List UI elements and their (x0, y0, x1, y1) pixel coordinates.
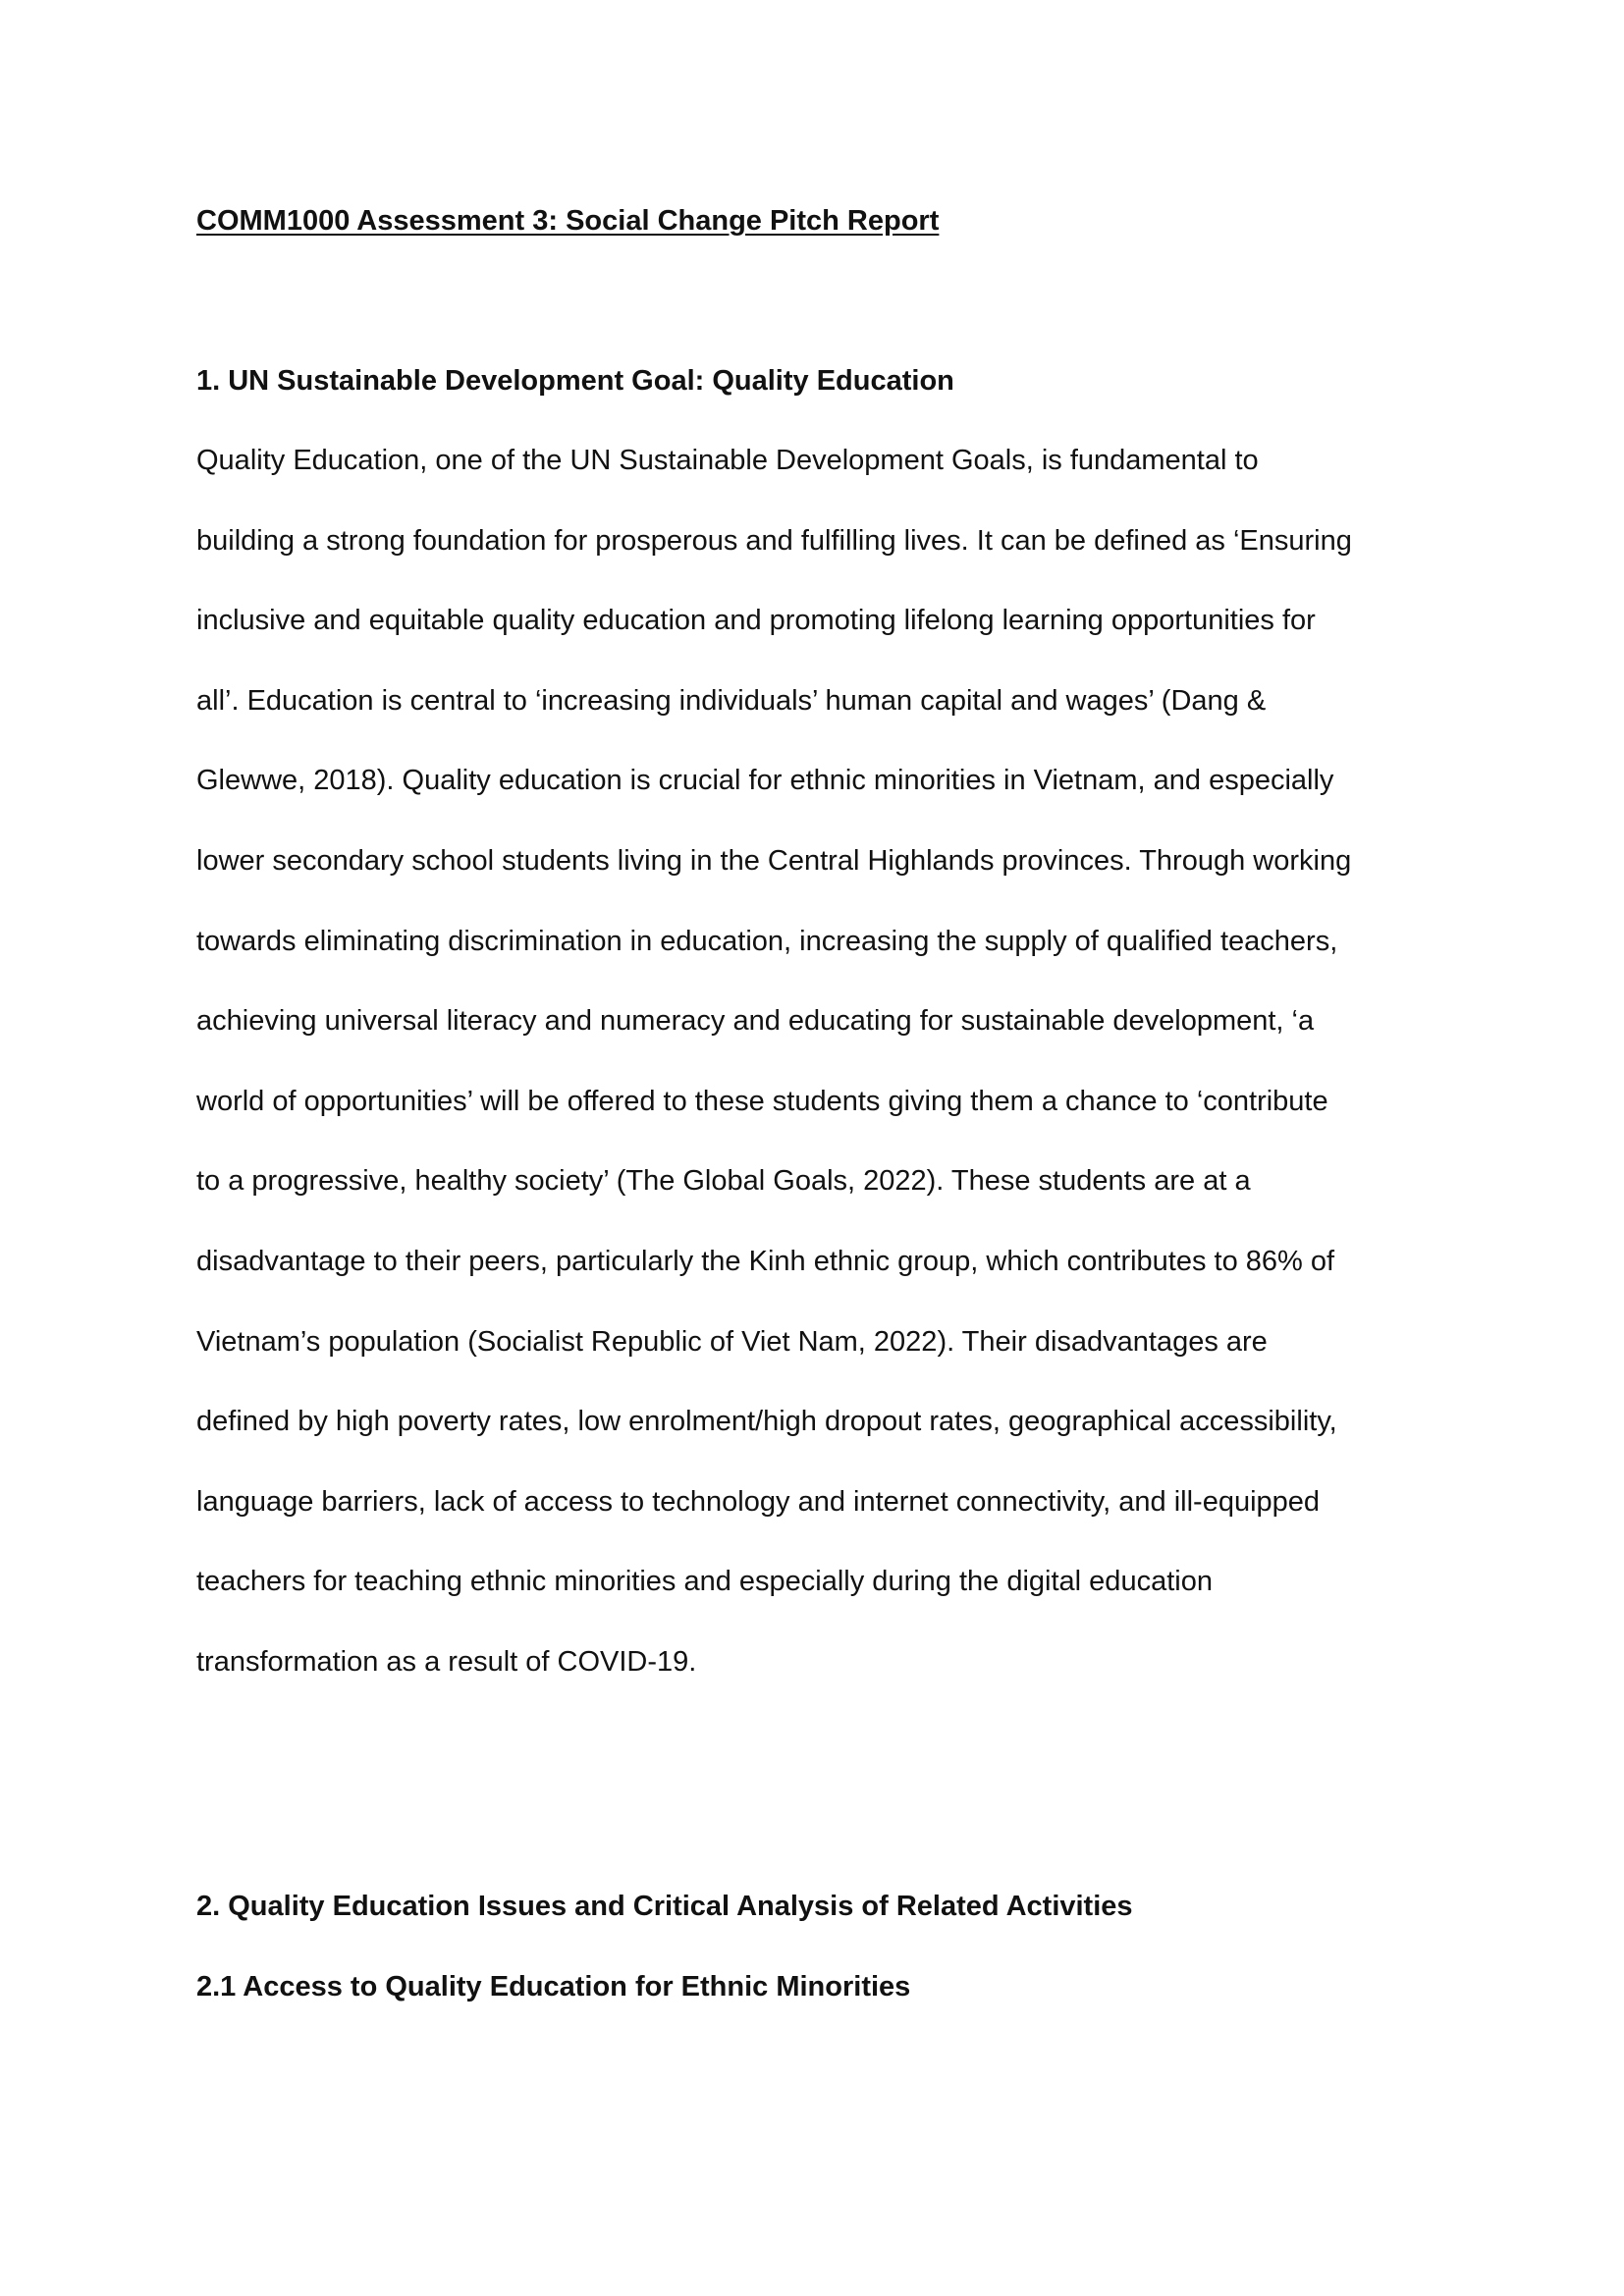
body-line: building a strong foundation for prosperous and fulfilling lives. It can be defined as ‘Ensuring (196, 524, 1352, 557)
section-1-body (196, 441, 1473, 1723)
section-1-heading: 1. UN Sustainable Development Goal: Quality Education (196, 365, 954, 397)
body-line: teachers for teaching ethnic minorities and especially during the digital education (196, 1566, 1213, 1598)
body-line: Quality Education, one of the UN Sustainable Development Goals, is fundamental to (196, 445, 1259, 476)
body-line: lower secondary school students living in the Central Highlands provinces. Through working (196, 844, 1352, 877)
body-line: language barriers, lack of access to technology and internet connectivity, and ill-equipped (196, 1485, 1321, 1518)
body-line: Glewwe, 2018). Quality education is crucial for ethnic minorities in Vietnam, and especially (196, 765, 1334, 797)
body-line: towards eliminating discrimination in education, increasing the supply of qualified teachers, (196, 925, 1338, 957)
body-line: defined by high poverty rates, low enrolment/high dropout rates, geographical accessibility, (196, 1406, 1337, 1438)
body-line: inclusive and equitable quality education and promoting lifelong learning opportunities for (196, 605, 1316, 637)
section-2-heading: 2. Quality Education Issues and Critical Analysis of Related Activities (196, 1891, 1133, 1922)
body-line: all’. Education is central to ‘increasing individuals’ human capital and wages’ (Dang & (196, 684, 1267, 717)
body-line: Vietnam’s population (Socialist Republic of Viet Nam, 2022). Their disadvantages are (196, 1325, 1268, 1358)
body-line: achieving universal literacy and numeracy and educating for sustainable development, ‘a (196, 1005, 1315, 1038)
body-line: world of opportunities’ will be offered to these students giving them a chance to ‘contribute (196, 1085, 1328, 1117)
section-2-1-heading: 2.1 Access to Quality Education for Ethnic Minorities (196, 1971, 911, 2002)
body-line: to a progressive, healthy society’ (The Global Goals, 2022). These students are at a (196, 1165, 1251, 1198)
body-line: transformation as a result of COVID-19. (196, 1645, 697, 1678)
document-title: COMM1000 Assessment 3: Social Change Pitch Report (196, 205, 940, 237)
body-line: disadvantage to their peers, particularly the Kinh ethnic group, which contributes to 86% of (196, 1245, 1335, 1277)
